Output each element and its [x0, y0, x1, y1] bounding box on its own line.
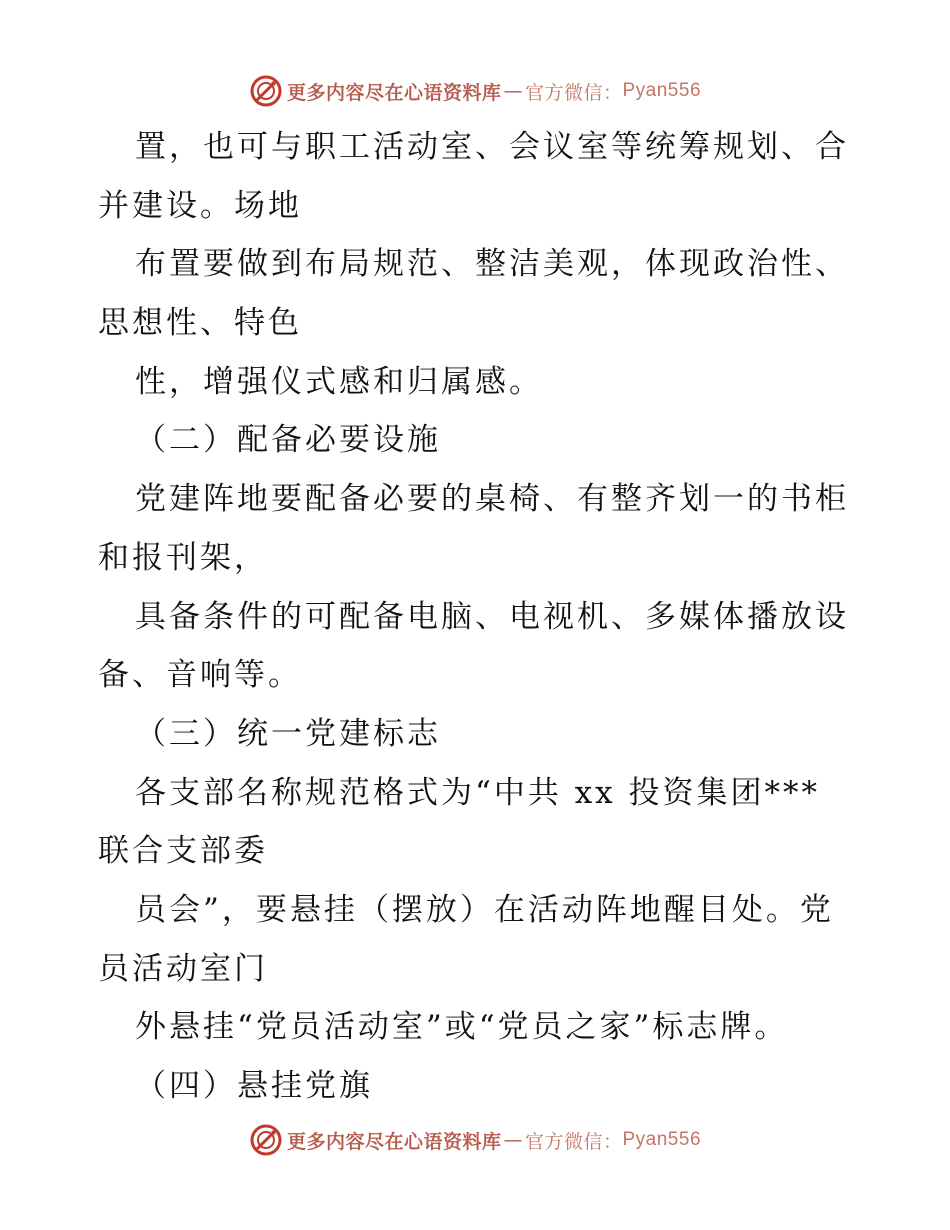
watermark-dash: —	[503, 1129, 523, 1151]
brand-logo-icon	[249, 74, 283, 108]
watermark-contact-label: 官方微信：	[524, 81, 623, 104]
text-line: 备、音响等。	[98, 657, 302, 694]
text-line: 联合支部委	[98, 833, 268, 870]
footer-watermark	[0, 1120, 950, 1160]
section-heading: （三）统一党建标志	[135, 715, 441, 752]
text-line: 员会”，要悬挂（摆放）在活动阵地醒目处。党	[135, 891, 834, 928]
text-line: 布置要做到布局规范、整洁美观，体现政治性、	[135, 246, 849, 283]
header-watermark	[0, 71, 950, 111]
document-body	[98, 118, 858, 1116]
text-line: 和报刊架，	[98, 539, 268, 576]
text-line: 思想性、特色	[98, 305, 302, 342]
section-heading: （四）悬挂党旗	[135, 1068, 373, 1104]
text-line: 并建设。场地	[98, 187, 302, 224]
watermark-contact-id: Pyan556	[622, 80, 702, 101]
watermark-main-text: 更多内容尽在心语资料库	[286, 81, 502, 104]
watermark-contact-label: 官方微信：	[524, 1130, 623, 1153]
text-line: 性，增强仪式感和归属感。	[135, 363, 543, 400]
section-heading: （二）配备必要设施	[135, 422, 441, 459]
text-line: 置，也可与职工活动室、会议室等统筹规划、合	[135, 129, 849, 165]
brand-logo-icon	[249, 1123, 283, 1157]
text-line: 各支部名称规范格式为“中共 xx 投资集团***	[135, 774, 821, 811]
watermark-main-text: 更多内容尽在心语资料库	[286, 1130, 502, 1153]
text-line: 具备条件的可配备电脑、电视机、多媒体播放设	[135, 598, 849, 635]
text-line: 外悬挂“党员活动室”或“党员之家”标志牌。	[135, 1009, 789, 1046]
text-line: 员活动室门	[98, 950, 268, 987]
watermark-contact-id: Pyan556	[622, 1129, 702, 1150]
watermark-dash: —	[503, 80, 523, 102]
text-line: 党建阵地要配备必要的桌椅、有整齐划一的书柜	[135, 481, 849, 518]
